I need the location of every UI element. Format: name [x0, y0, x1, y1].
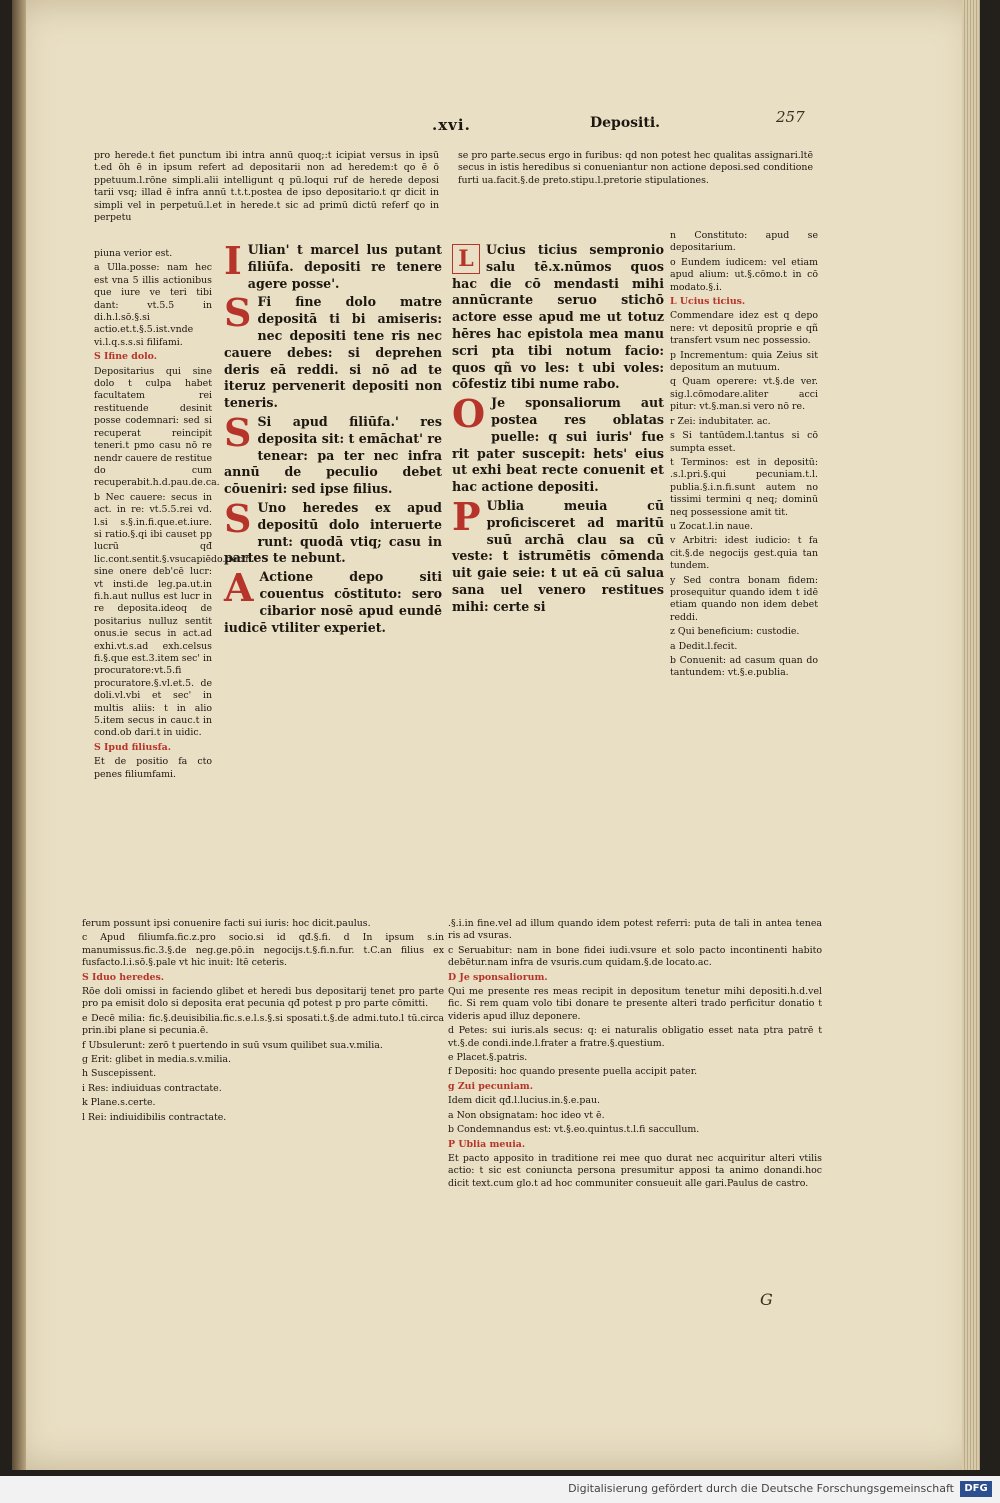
- main-paragraph: S Fi fine dolo matre depositā ti bi amiseris: nec depositi tene ris nec cauere debes: si deprehen deris eā reddi. si nō ad te iteruz pervenerit depositi non teneris.: [224, 290, 442, 411]
- main-paragraph: A Actione depo siti couentus cōstituto: sero cibarior nosē apud eundē iudicē vtiliter experiet.: [224, 565, 442, 635]
- gloss-line: c Apud filiumfa.fic.z.pro socio.si id qđ.§.fi. d In ipsum s.in manumissus.fic.3.§.de neg.ge.pō.in negocijs.t.§.fi.n.fur. t.C.an filius ex fusfacto.l.i.sō.§.pale vt hic inuit: ltē ceteris.: [82, 932, 444, 969]
- gloss-line: Et pacto apposito in traditione rei mee quo durat nec acquiritur alteri vtilis actio: t sic est coniuncta persona presumitur apposi ta animo donandi.hoc dicit text.cum glo.t ad hoc communiter consueuit alle gari.Paulus de castro.: [448, 1152, 822, 1189]
- main-paragraph: S Si apud filiūfa.' res deposita sit: t emāchat' re tenear: pa ter nec infra annū de peculio debet cōueniri: sed ipse filius.: [224, 409, 442, 497]
- gloss-line: d Petes: sui iuris.als secus: q: ei naturalis obligatio esset nata ptra patrē t vt.§.de condi.inde.l.frater a fratre.§.questium.: [448, 1025, 822, 1049]
- gloss-line: o Eundem iudicem: vel etiam apud alium: ut.§.cōmo.t in cō modato.§.i.: [670, 256, 818, 293]
- main-paragraph: P Ublia meuia cū proficisceret ad maritū suū archā clau sa cū veste: t istrumētis cōmenda uit gaie seie: t ut eā cū salua sana uel venero restitues mihi: certe si: [452, 493, 664, 614]
- gloss-line: b Condemnandus est: vt.§.eo.quintus.t.l.fi saccullum.: [448, 1124, 700, 1136]
- gloss-line: b Conuenit: ad casum quan do tantundem: vt.§.e.publia.: [670, 655, 818, 679]
- footer-bar: [0, 1476, 1000, 1503]
- gloss-line: r Zei: indubitater. ac.: [670, 415, 771, 427]
- main-paragraph: I Ulian' t marcel lus putant filiūfa. depositi re tenere agere posse'.: [224, 238, 442, 291]
- gloss-line: Idem dicit qđ.l.lucius.in.§.e.pau.: [448, 1095, 601, 1107]
- initial-letter-p: P: [452, 493, 481, 539]
- signature-mark: G: [760, 1290, 773, 1309]
- gloss-line: b Nec cauere: secus in act. in re: vt.5.5.rei vd. l.si s.§.in.fi.que.et.iure. si ratio.§.qi ibi causet pp lucrū qđ lic.cont.sentit.§.vsucapiēdo.nec.n. sine onere deb'cē lucr: vt insti.de leg.pa.ut.in fi.h.aut nullus est lucr in re deposita.ideoq de positarius nulluz sentit onus.ie secus in act.ad exhi.vt.s.ad exh.celsus fi.§.que est.3.item sec' in procuratore:vt.5.fi procuratore.§.vl.et.5. de doli.vl.vbi et sec' in multis aliis: t in alio 5.item secus in cauc.t in cond.ob dari.t in uidic.: [94, 491, 255, 739]
- rubric-heading: g Zui pecuniam.: [448, 1080, 533, 1092]
- rubric-heading: S Ifine dolo.: [94, 351, 158, 363]
- gloss-top-right: [458, 150, 813, 189]
- gloss-top-left: [94, 150, 439, 226]
- binding-edge: [12, 0, 26, 1470]
- gloss-line: e Decē milia: fic.§.deuisibilia.fic.s.e.l.s.§.si sposati.t.§.de admi.tuto.l tū.circa prin.ibi plane si pecunia.ē.: [82, 1012, 444, 1037]
- gloss-line: Commendare idez est q depo nere: vt depositū proprie e qñ transfert vsum nec possessio.: [670, 310, 818, 347]
- gloss-line: q Quam operere: vt.§.de ver. sig.l.cōmodare.aliter acci pitur: vt.§.man.si vero nō re.: [670, 376, 818, 413]
- gloss-bottom-right: [448, 918, 822, 1192]
- gloss-line: .§.i.in fine.vel ad illum quando idem potest referri: puta de tali in antea tenea ris ad vsuras.: [448, 918, 822, 942]
- gloss-narrow-column: [94, 248, 255, 783]
- gloss-line: v Arbitri: idest iudicio: t fa cit.§.de negocijs gest.quia tan tundem.: [670, 535, 818, 572]
- initial-letter-l: L: [452, 244, 480, 274]
- initial-letter-s: S: [224, 495, 252, 541]
- rubric-heading: S Iduo heredes.: [82, 971, 165, 983]
- gloss-text: pro herede.t fiet punctum ibi intra annū quoq;:t icipiat versus in ipsū t.ed ōh ē in ipsum refert ad depositarii non ad heredem:t qo ē ō ppetuum.l.rōne simpli.alii intelligunt q pū.loqui ruf de herede deposi tarii vsq; illad ē infra annū t.t.t.postea de ipso depositario.t qr dicit in simpli vel in perpetuū.l.et in herede.t sic ad primū dictū referf qo in perpetu: [94, 150, 439, 224]
- gloss-line: h Suscepissent.: [82, 1068, 157, 1080]
- page-number: 257: [776, 108, 805, 126]
- gloss-line: ferum possunt ipsi conuenire facti sui iuris: hoc dicit.paulus.: [82, 918, 371, 929]
- gloss-line: c Seruabitur: nam in bone fidei iudi.vsure et solo pacto incontinenti habito debētur.nam infra de vsuris.cum quidam.§.de locato.ac.: [448, 944, 822, 969]
- initial-letter-i: I: [224, 238, 242, 283]
- gloss-line: Depositarius qui sine dolo t culpa habet facultatem rei restituende desinit posse codemnari: sed si recuperat reincipit teneri.t pmo casu nō re nendr cauere de restitue do cum recuperabit.h.d.pau.de.ca.: [94, 365, 220, 489]
- gloss-line: a Ulla.posse: nam hec est vna 5 illis actionibus que iure ve teri tibi dant: vt.5.5 in di.h.l.sō.§.si actio.et.t.§.5.ist.vnde vi.l.q.s.s.si filifami.: [94, 262, 212, 348]
- gloss-line: z Qui beneficium: custodie.: [670, 626, 800, 638]
- running-head-signature: .xvi.: [432, 116, 471, 134]
- initial-letter-s: S: [224, 290, 252, 336]
- gloss-line: l Rei: indiuidibilis contractate.: [82, 1111, 227, 1123]
- main-text-column-1: [224, 238, 442, 638]
- book-page: [12, 0, 980, 1470]
- gloss-line: i Res: indiuiduas contractate.: [82, 1082, 222, 1094]
- gloss-line: u Zocat.l.in naue.: [670, 520, 753, 532]
- gloss-line: n Constituto: apud se depositarium.: [670, 230, 818, 254]
- main-paragraph: L Ucius ticius sempronio salu tē.x.nūmos quos hac die cō mendasti mihi annūcrante seruo stichō actore esse apud me ut totuz hēres hac epistola mea manu scri pta tibi notum facio: quos qñ vo les: t ubi voles: cōfestiz tibi nume rabo.: [452, 242, 664, 392]
- main-paragraph: O Je sponsaliorum aut postea res oblatas puelle: q sui iuris' fue rit pater suscepit: hets' eius ut exhi beat recte conuenit et hac actione depositi.: [452, 391, 664, 495]
- dfg-logo: DFG: [960, 1481, 992, 1497]
- gloss-line: f Ubsulerunt: zerō t puertendo in suū vsum quilibet sua.v.milia.: [82, 1039, 383, 1051]
- gloss-bottom-left: [82, 918, 444, 1126]
- gloss-line: s Si tantūdem.l.tantus si cō sumpta esset.: [670, 430, 818, 454]
- initial-letter-a: A: [224, 565, 254, 611]
- rubric-heading: L Ucius ticius.: [670, 296, 746, 308]
- gloss-line: a Non obsignatam: hoc ideo vt ē.: [448, 1109, 605, 1121]
- main-paragraph: S Uno heredes ex apud depositū dolo interuerte runt: quodā vtiq; casu in partes te nebunt.: [224, 495, 442, 566]
- gloss-line: t Terminos: est in depositū: .s.l.pri.§.qui pecuniam.t.l. publia.§.i.n.fi.sunt autem no tissimi termini q neq; dominū neq possessione amit tit.: [670, 456, 818, 518]
- gloss-line: piuna verior est.: [94, 248, 173, 259]
- gloss-line: p Incrementum: quia Zeius sit depositum an mutuum.: [670, 349, 818, 374]
- gloss-line: y Sed contra bonam fidem: prosequitur quando idem t idē etiam quando non idem debet reddi.: [670, 574, 818, 623]
- gloss-line: k Plane.s.certe.: [82, 1097, 156, 1109]
- gloss-line: Qui me presente res meas recipit in depositum tenetur mihi depositi.h.d.vel fic. Si rem quam volo tibi donare te presente alteri trado perficitur donatio t videris apud illuz deponere.: [448, 986, 822, 1022]
- initial-letter-s: S: [224, 409, 252, 455]
- gloss-line: Rōe doli omissi in faciendo glibet et heredi bus depositarij tenet pro parte pro pa emisit dolo si deposita erat pecunia qđ potest p pro parte cōmitti.: [82, 986, 444, 1010]
- gloss-line: f Depositi: hoc quando presente puella accipit pater.: [448, 1066, 698, 1078]
- rubric-heading: P Ublia meuia.: [448, 1138, 526, 1150]
- page-stack-edge: [962, 0, 980, 1470]
- rubric-heading: D Je sponsaliorum.: [448, 971, 548, 983]
- gloss-right-column: [670, 230, 818, 682]
- footer-credit: Digitalisierung gefördert durch die Deutsche Forschungsgemeinschaft: [568, 1482, 954, 1495]
- initial-letter-o: O: [452, 391, 486, 437]
- gloss-line: g Erit: glibet in media.s.v.milia.: [82, 1054, 231, 1066]
- gloss-line: a Dedit.l.fecit.: [670, 640, 738, 652]
- gloss-text: se pro parte.secus ergo in furibus: qd non potest hec qualitas assignari.ltē secus in istis heredibus si conueniantur non actione deposi.sed conditione furti ua.facit.§.de preto.stipu.l.pretorie stipulationes.: [458, 150, 813, 186]
- main-text-column-2: [452, 242, 664, 618]
- gloss-line: Et de positio fa cto penes filiumfami.: [94, 756, 212, 780]
- gloss-line: e Placet.§.patris.: [448, 1052, 528, 1064]
- running-head-title: Depositi.: [590, 115, 661, 131]
- rubric-heading: S Ipud filiusfa.: [94, 741, 172, 753]
